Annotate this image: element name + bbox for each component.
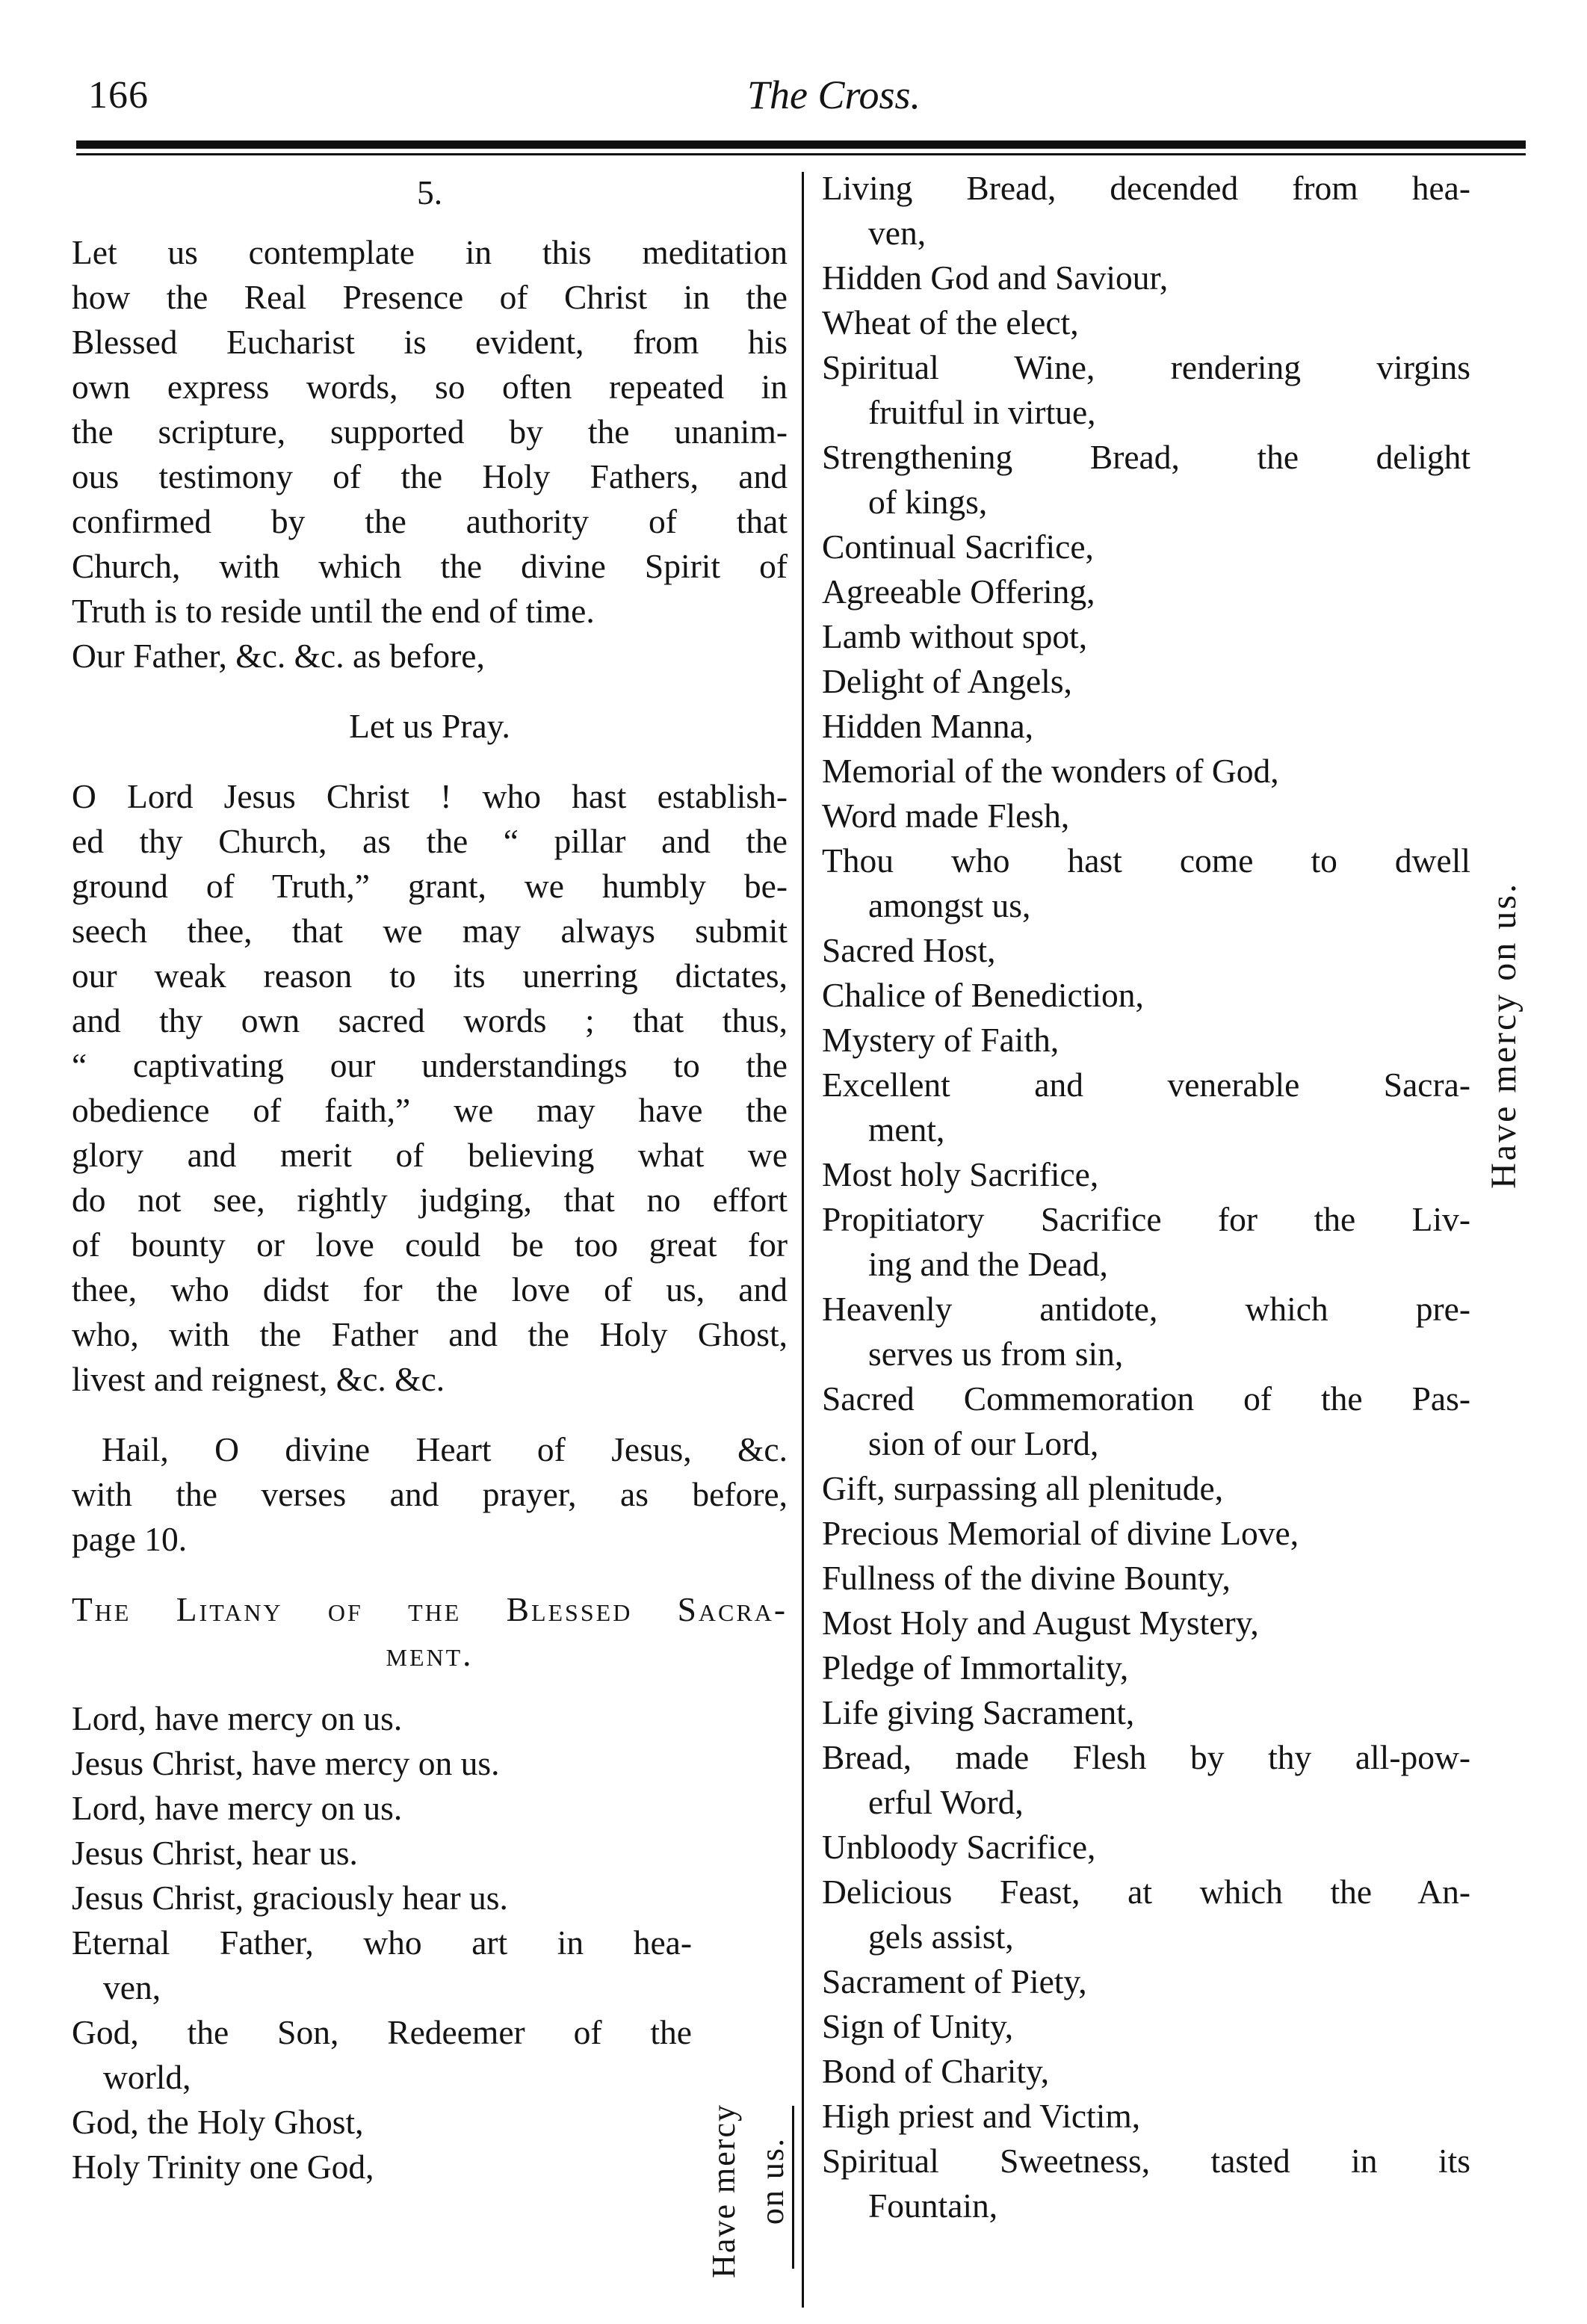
litany-line: of kings, [868,483,988,521]
litany-title-continued: ment. [386,1635,474,1673]
litany-line: Wheat of the elect, [822,303,1079,342]
litany-title: The Litany of the Blessed Sacra- [72,1590,788,1628]
text-line: glory and merit of believing what we [72,1136,788,1174]
text-line: Church, with which the divine Spirit of [72,547,788,585]
litany-line: Hidden Manna, [822,707,1034,745]
litany-line: Spiritual Sweetness, tasted in its [822,2142,1470,2180]
litany-line: Mystery of Faith, [822,1021,1059,1059]
litany-line: Agreeable Offering, [822,572,1095,611]
litany-line: God, the Holy Ghost, [72,2103,364,2141]
litany-line: High priest and Victim, [822,2097,1141,2135]
litany-line: Precious Memorial of divine Love, [822,1514,1299,1552]
litany-line: ven, [103,1968,161,2006]
litany-line: Delight of Angels, [822,662,1072,700]
response-on-us: on us. [754,2137,791,2225]
prayer-heading: Let us Pray. [349,707,510,745]
litany-line: Strengthening Bread, the delight [822,438,1470,476]
text-line: seech thee, that we may always submit [72,912,788,950]
text-line: our weak reason to its unerring dictates, [72,957,788,995]
litany-line: Memorial of the wonders of God, [822,752,1279,790]
right-column [822,166,1470,2228]
litany-line: Jesus Christ, have mercy on us. [72,1744,500,1782]
litany-line: Word made Flesh, [822,797,1070,835]
litany-line: Bread, made Flesh by thy all-pow- [822,1738,1470,1776]
litany-line: Sacred Commemoration of the Pas- [822,1379,1470,1418]
litany-line: Spiritual Wine, rendering virgins [822,348,1470,386]
litany-line: Fullness of the divine Bounty, [822,1559,1231,1597]
text-line: Our Father, &c. &c. as before, [72,637,485,675]
header-rule-thin [76,153,1526,155]
litany-line: Propitiatory Sacrifice for the Liv- [822,1200,1470,1238]
litany-line: Gift, surpassing all plenitude, [822,1469,1224,1507]
text-line: ed thy Church, as the “ pillar and the [72,822,788,860]
text-line: Truth is to reside until the end of time. [72,592,595,630]
litany-line: Sacrament of Piety, [822,1962,1087,2000]
litany-line: gels assist, [868,1917,1014,1956]
response-have-mercy-on-us: Have mercy on us. [1484,882,1523,1189]
litany-line: Delicious Feast, at which the An- [822,1873,1470,1911]
litany-line: sion of our Lord, [868,1424,1099,1462]
litany-line: Hidden God and Saviour, [822,259,1169,297]
litany-line: ven, [868,214,926,252]
litany-line: world, [103,2058,191,2096]
litany-line: Pledge of Immortality, [822,1648,1129,1687]
litany-line: Most Holy and August Mystery, [822,1604,1259,1642]
litany-line: Sacred Host, [822,931,996,969]
litany-line: Unbloody Sacrifice, [822,1828,1096,1866]
response-have-mercy: Have mercy [705,2104,742,2278]
text-line: how the Real Presence of Christ in the [72,278,788,316]
litany-line: Life giving Sacrament, [822,1693,1135,1731]
text-line: ous testimony of the Holy Fathers, and [72,457,788,495]
prayer-paragraph [72,774,788,1402]
litany-line: Lord, have mercy on us. [72,1789,403,1827]
litany-line: amongst us, [868,886,1031,924]
litany-line: fruitful in virtue, [868,393,1096,431]
text-line: who, with the Father and the Holy Ghost, [72,1315,788,1353]
text-line: of bounty or love could be too great for [72,1226,788,1264]
litany-line: Eternal Father, who art in hea- [72,1923,692,1962]
litany-line: Continual Sacrifice, [822,528,1094,566]
litany-invocations [822,166,1470,2228]
text-line: page 10. [72,1520,188,1558]
litany-line: Holy Trinity one God, [72,2148,374,2186]
litany-line: Chalice of Benediction, [822,976,1144,1014]
litany-line: Sign of Unity, [822,2007,1014,2045]
litany-line: serves us from sin, [868,1335,1124,1373]
litany-line: Most holy Sacrifice, [822,1155,1099,1193]
section-number: 5. [416,173,443,211]
header-rule-thick [76,140,1526,149]
text-line: and thy own sacred words ; that thus, [72,1001,788,1039]
text-line: with the verses and prayer, as before, [72,1475,788,1513]
page-number: 166 [88,74,149,117]
text-line: thee, who didst for the love of us, and [72,1270,788,1308]
litany-line: Living Bread, decended from hea- [822,169,1470,207]
text-line: Hail, O divine Heart of Jesus, &c. [102,1430,788,1468]
litany-line: ment, [868,1110,945,1149]
text-line: livest and reignest, &c. &c. [72,1360,445,1398]
text-line: Blessed Eucharist is evident, from his [72,323,788,361]
litany-line: Jesus Christ, hear us. [72,1834,358,1872]
text-line: own express words, so often repeated in [72,368,788,406]
text-line: ground of Truth,” grant, we humbly be- [72,867,788,905]
litany-line: Heavenly antidote, which pre- [822,1290,1470,1328]
text-line: Let us contemplate in this meditation [72,233,788,271]
litany-line: Jesus Christ, graciously hear us. [72,1879,508,1917]
litany-line: erful Word, [868,1783,1024,1821]
text-line: “ captivating our understandings to the [72,1046,788,1084]
hail-paragraph [72,1427,788,1562]
litany-opening [72,1696,788,1920]
litany-line: Bond of Charity, [822,2052,1050,2090]
litany-line: Lord, have mercy on us. [72,1699,403,1737]
response-bracket [792,2106,802,2269]
left-column [72,166,788,2189]
meditation-paragraph [72,230,788,679]
litany-line: Lamb without spot, [822,617,1088,655]
column-divider [802,172,804,2308]
litany-line: Thou who hast come to dwell [822,841,1470,880]
text-line: confirmed by the authority of that [72,502,788,540]
text-line: obedience of faith,” we may have the [72,1091,788,1129]
running-title: The Cross. [747,72,921,117]
litany-line: ing and the Dead, [868,1245,1108,1283]
litany-line: Fountain, [868,2187,998,2225]
text-line: the scripture, supported by the unanim- [72,412,788,451]
text-line: O Lord Jesus Christ ! who hast establish- [72,777,788,815]
litany-line: God, the Son, Redeemer of the [72,2013,692,2051]
text-line: do not see, rightly judging, that no effort [72,1181,788,1219]
litany-trinity [72,1920,692,2189]
litany-line: Excellent and venerable Sacra- [822,1066,1470,1104]
